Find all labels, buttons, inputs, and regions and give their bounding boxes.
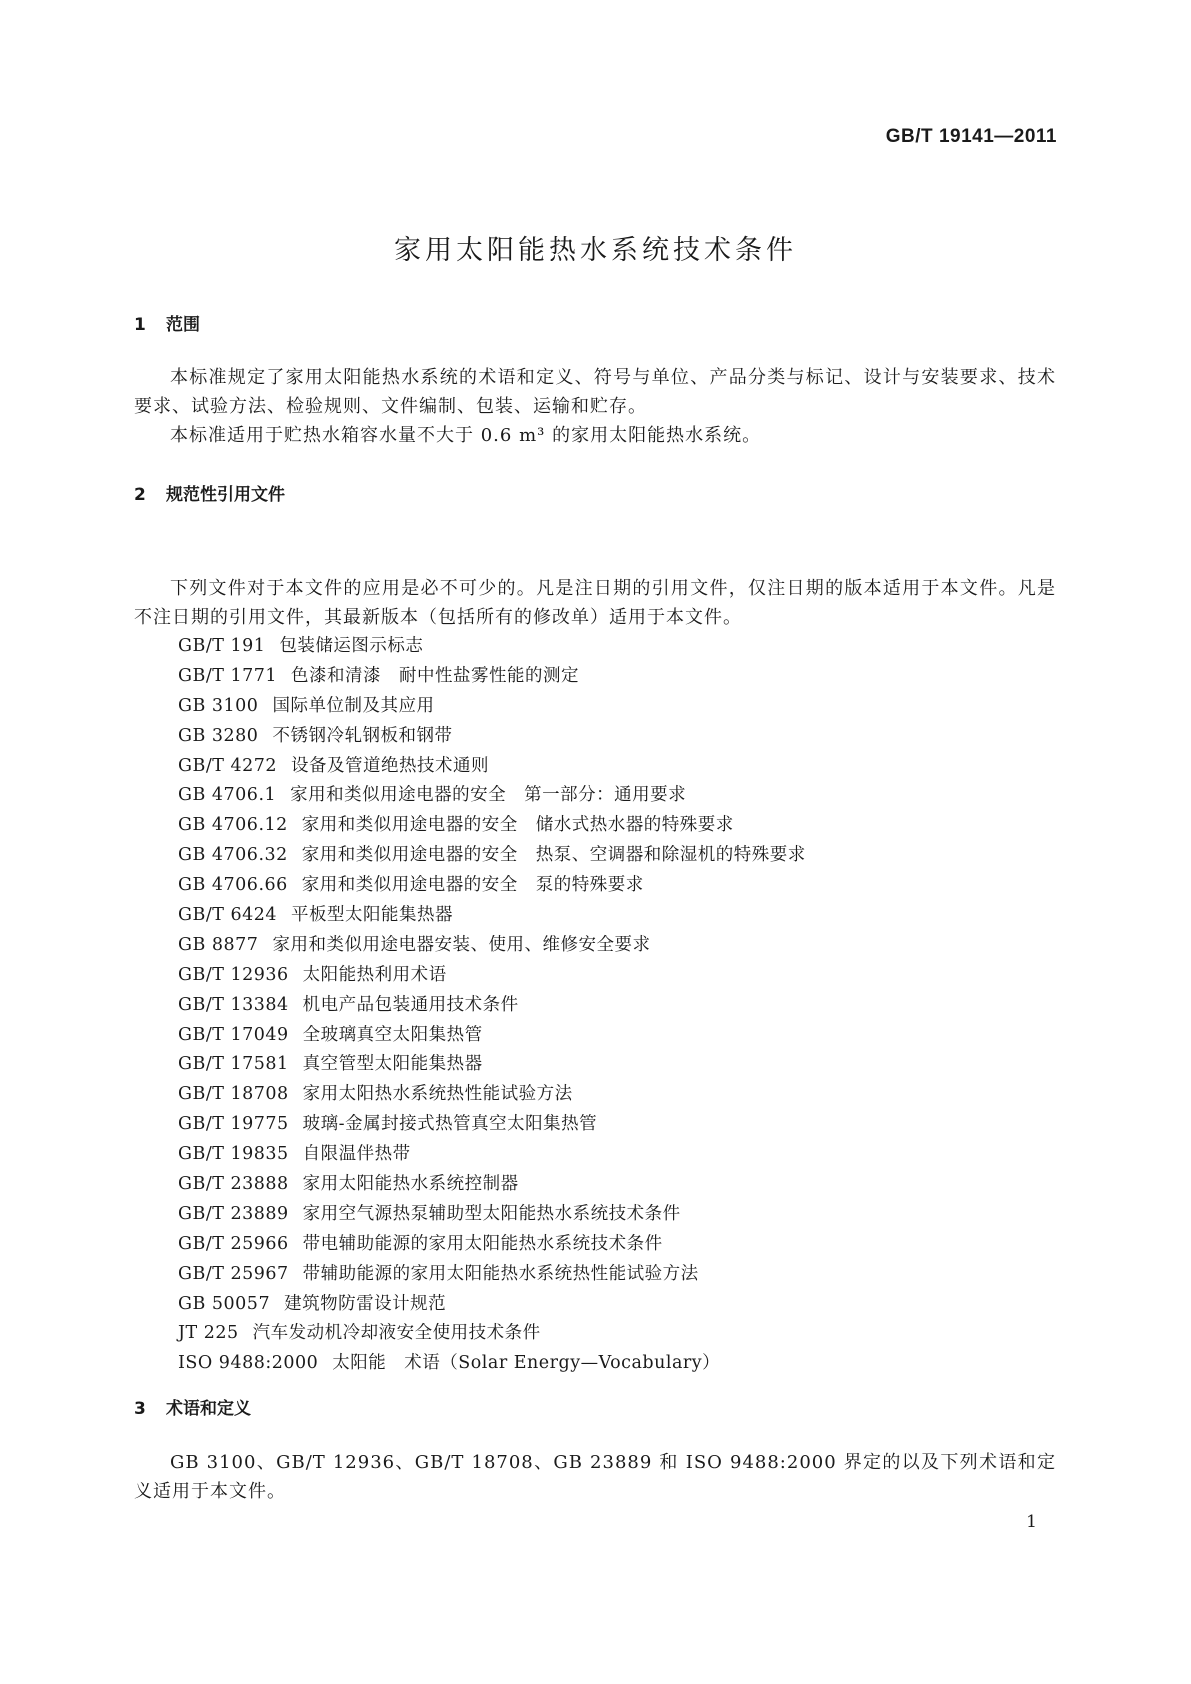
reference-title: 家用和类似用途电器的安全 储水式热水器的特殊要求 xyxy=(301,815,734,836)
reference-item xyxy=(178,1021,806,1051)
reference-item xyxy=(178,1260,806,1290)
reference-code: GB/T 191 xyxy=(178,636,266,656)
reference-title: 家用和类似用途电器的安全 第一部分：通用要求 xyxy=(290,785,687,806)
reference-code: GB 4706.1 xyxy=(178,785,277,806)
reference-code: GB/T 1771 xyxy=(178,665,278,686)
reference-code: GB/T 17581 xyxy=(178,1054,289,1075)
section-number: 1 xyxy=(134,315,146,335)
reference-title: 色漆和清漆 耐中性盐雾性能的测定 xyxy=(291,665,580,686)
reference-title: 全玻璃真空太阳集热管 xyxy=(302,1024,483,1045)
reference-code: GB/T 12936 xyxy=(178,964,289,985)
reference-title: 汽车发动机冷却液安全使用技术条件 xyxy=(252,1323,541,1344)
reference-title: 不锈钢冷轧钢板和钢带 xyxy=(272,725,453,746)
reference-title: 玻璃-金属封接式热管真空太阳集热管 xyxy=(302,1114,598,1135)
reference-code: GB 4706.12 xyxy=(178,815,288,836)
reference-code: JT 225 xyxy=(178,1323,239,1344)
reference-item xyxy=(178,841,806,871)
reference-code: GB/T 23889 xyxy=(178,1203,289,1224)
reference-title: 家用太阳热水系统热性能试验方法 xyxy=(302,1084,573,1105)
reference-item xyxy=(178,632,806,662)
section-title: 术语和定义 xyxy=(166,1399,251,1419)
reference-title: 家用和类似用途电器的安全 泵的特殊要求 xyxy=(301,875,644,896)
reference-title: 设备及管道绝热技术通则 xyxy=(291,755,490,776)
document-title: 家用太阳能热水系统技术条件 xyxy=(394,235,797,266)
section-2-paragraph-1: 下列文件对于本文件的应用是必不可少的。凡是注日期的引用文件，仅注日期的版本适用于本文件。凡是不注日期的引用文件，其最新版本（包括所有的修改单）适用于本文件。 xyxy=(134,578,1056,628)
reference-item xyxy=(178,781,806,811)
reference-item xyxy=(178,1080,806,1110)
standard-code: GB/T 19141—2011 xyxy=(885,126,1057,147)
reference-item xyxy=(178,662,806,692)
reference-code: GB/T 23888 xyxy=(178,1174,289,1195)
reference-item xyxy=(178,692,806,722)
normative-references-list xyxy=(178,632,806,1379)
reference-code: GB 4706.66 xyxy=(178,875,288,896)
reference-code: GB/T 6424 xyxy=(178,905,278,926)
reference-title: 家用空气源热泵辅助型太阳能热水系统技术条件 xyxy=(302,1203,681,1224)
section-1-paragraph-2: 本标准适用于贮热水箱容水量不大于 0.6 m³ 的家用太阳能热水系统。 xyxy=(170,425,762,446)
reference-code: GB 3280 xyxy=(178,725,259,746)
reference-title: 国际单位制及其应用 xyxy=(272,695,435,716)
reference-item xyxy=(178,1110,806,1140)
reference-item xyxy=(178,991,806,1021)
reference-item xyxy=(178,1050,806,1080)
section-title: 规范性引用文件 xyxy=(166,485,285,505)
reference-code: GB/T 17049 xyxy=(178,1024,289,1045)
section-number: 3 xyxy=(134,1399,146,1419)
reference-item xyxy=(178,1230,806,1260)
reference-item xyxy=(178,722,806,752)
reference-item xyxy=(178,1290,806,1320)
reference-title: 自限温伴热带 xyxy=(302,1144,411,1165)
reference-title: 机电产品包装通用技术条件 xyxy=(302,994,519,1015)
reference-item xyxy=(178,1319,806,1349)
reference-item xyxy=(178,1140,806,1170)
reference-item xyxy=(178,931,806,961)
reference-item xyxy=(178,1349,806,1379)
section-3-heading xyxy=(134,1394,251,1419)
reference-title: 家用和类似用途电器的安全 热泵、空调器和除湿机的特殊要求 xyxy=(301,845,806,866)
reference-item xyxy=(178,1200,806,1230)
section-2-heading xyxy=(134,480,285,505)
reference-item xyxy=(178,901,806,931)
section-title: 范围 xyxy=(166,315,200,335)
reference-code: GB/T 25967 xyxy=(178,1263,289,1284)
section-1-paragraph-1: 本标准规定了家用太阳能热水系统的术语和定义、符号与单位、产品分类与标记、设计与安装要求、技术要求、试验方法、检验规则、文件编制、包装、运输和贮存。 xyxy=(134,367,1056,417)
reference-item xyxy=(178,961,806,991)
reference-title: 带电辅助能源的家用太阳能热水系统技术条件 xyxy=(302,1233,663,1254)
reference-code: GB/T 19835 xyxy=(178,1144,289,1165)
section-3-paragraph-1: GB 3100、GB/T 12936、GB/T 18708、GB 23889 和 ISO 9488:2000 界定的以及下列术语和定义适用于本文件。 xyxy=(134,1452,1056,1502)
reference-title: 家用太阳能热水系统控制器 xyxy=(302,1174,519,1195)
reference-code: GB 4706.32 xyxy=(178,845,288,866)
reference-code: GB/T 4272 xyxy=(178,755,278,776)
reference-item xyxy=(178,871,806,901)
reference-code: GB/T 18708 xyxy=(178,1084,289,1105)
reference-code: GB/T 13384 xyxy=(178,994,289,1015)
reference-code: GB 3100 xyxy=(178,695,259,716)
reference-item xyxy=(178,811,806,841)
reference-title: 建筑物防雷设计规范 xyxy=(284,1293,447,1314)
section-number: 2 xyxy=(134,485,146,505)
reference-title: 家用和类似用途电器安装、使用、维修安全要求 xyxy=(272,934,651,955)
reference-code: GB/T 25966 xyxy=(178,1233,289,1254)
section-1-heading xyxy=(134,310,200,335)
reference-title: 真空管型太阳能集热器 xyxy=(302,1054,483,1075)
page-number: 1 xyxy=(1026,1512,1037,1532)
reference-item xyxy=(178,1170,806,1200)
reference-code: GB 50057 xyxy=(178,1293,271,1314)
reference-title: 太阳能 术语（Solar Energy—Vocabulary） xyxy=(332,1353,721,1374)
reference-code: GB/T 19775 xyxy=(178,1114,289,1135)
reference-title: 平板型太阳能集热器 xyxy=(291,905,454,926)
reference-title: 包装储运图示标志 xyxy=(279,636,424,656)
reference-item xyxy=(178,752,806,782)
reference-code: ISO 9488:2000 xyxy=(178,1353,319,1374)
reference-title: 带辅助能源的家用太阳能热水系统热性能试验方法 xyxy=(302,1263,699,1284)
reference-title: 太阳能热利用术语 xyxy=(302,964,447,985)
reference-code: GB 8877 xyxy=(178,934,259,955)
